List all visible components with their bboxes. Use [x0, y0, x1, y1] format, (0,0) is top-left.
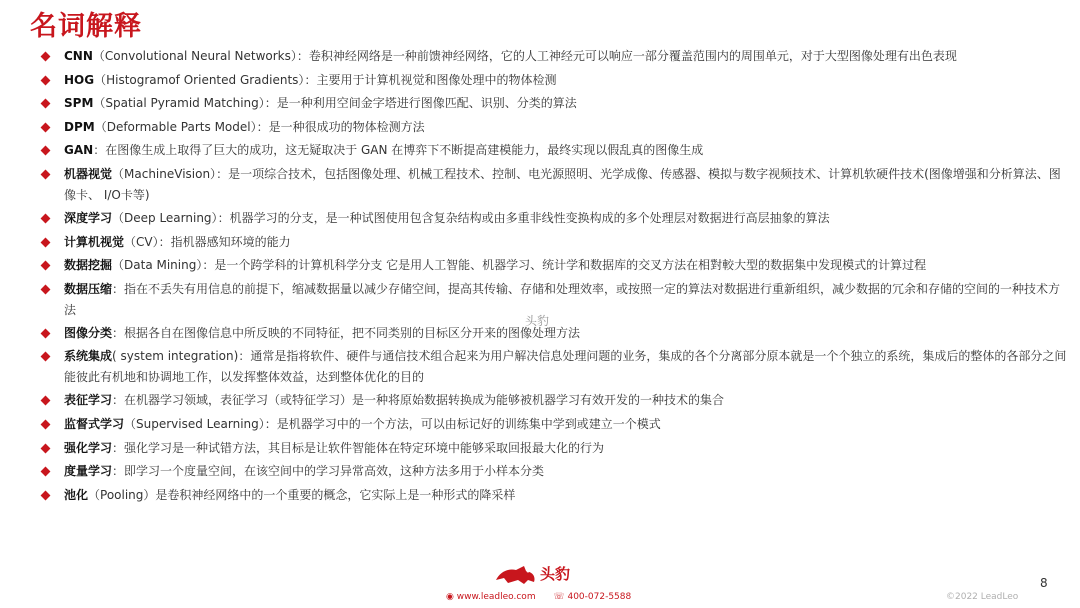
term-english: （MachineVision）	[112, 166, 217, 181]
term: HOG	[64, 72, 95, 87]
term: 池化	[64, 487, 89, 502]
term-description: ：是一个跨学科的计算机科学分支 它是用人工智能、机器学习、统计学和数据库的交叉方法在相對較大型的数据集中发现模式的计算过程	[202, 258, 927, 273]
list-item	[40, 139, 1070, 163]
diamond-bullet-icon	[41, 214, 51, 224]
term: 数据挖掘	[64, 258, 113, 273]
diamond-bullet-icon	[41, 122, 51, 132]
term-description: ：指机器感知环境的能力	[158, 234, 291, 249]
diamond-bullet-icon	[41, 419, 51, 429]
diamond-bullet-icon	[41, 170, 51, 180]
term-description: 是卷积神经网络中的一个重要的概念，它实际上是一种形式的降采样	[155, 487, 516, 502]
diamond-bullet-icon	[41, 99, 51, 109]
term: 度量学习	[64, 464, 113, 479]
term: 深度学习	[64, 210, 113, 225]
term-description: ：即学习一个度量空间，在该空间中的学习异常高效，这种方法多用于小样本分类	[112, 464, 545, 479]
list-item	[40, 484, 1070, 508]
term: 表征学习	[64, 393, 113, 408]
term-description: ：是一种很成功的物体检测方法	[256, 119, 425, 134]
list-item	[40, 163, 1070, 207]
logo-text: 头豹	[540, 565, 571, 583]
list-item	[40, 345, 1070, 389]
term-english: ( system integration)	[112, 349, 239, 364]
diamond-bullet-icon	[41, 261, 51, 271]
term-description: ：是机器学习中的一个方法，可以由标记好的训练集中学到或建立一个模式	[264, 416, 661, 431]
term: CNN	[64, 49, 93, 63]
term-description: ：根据各自在图像信息中所反映的不同特征，把不同类别的目标区分开来的图像处理方法	[112, 325, 581, 340]
list-item	[40, 116, 1070, 140]
copyright: ©2022 LeadLeo	[946, 592, 1019, 602]
diamond-bullet-icon	[41, 328, 51, 338]
globe-icon: ◉	[446, 592, 454, 602]
glossary-list	[40, 45, 1070, 507]
term: 强化学习	[64, 440, 113, 455]
phone-number: 400-072-5588	[567, 592, 632, 602]
diamond-bullet-icon	[41, 352, 51, 362]
phone-icon: ☏	[553, 592, 565, 602]
diamond-bullet-icon	[41, 52, 51, 62]
diamond-bullet-icon	[41, 443, 51, 453]
term-description: ：机器学习的分支，是一种试图使用包含复杂结构或由多重非线性变换构成的多个处理层对数据进行高层抽象的算法	[217, 210, 830, 225]
list-item	[40, 278, 1070, 322]
list-item	[40, 413, 1070, 437]
list-item	[40, 322, 1070, 346]
diamond-bullet-icon	[41, 146, 51, 156]
term-description: ：是一种利用空间金字塔进行图像匹配、识别、分类的算法	[264, 96, 577, 111]
list-item	[40, 460, 1070, 484]
term-english: （Deformable Parts Model）	[94, 119, 257, 134]
diamond-bullet-icon	[41, 467, 51, 477]
term-english: （Spatial Pyramid Matching）	[93, 96, 265, 111]
term-english: （Convolutional Neural Networks）	[92, 49, 297, 63]
term-description: ：在机器学习领域，表征学习（或特征学习）是一种将原始数据转换成为能够被机器学习有效开发的一种技术的集合	[112, 393, 725, 408]
diamond-bullet-icon	[41, 284, 51, 294]
term-description: ：在图像生成上取得了巨大的成功，这无疑取决于 GAN 在博弈下不断提高建模能力，最终实现以假乱真的图像生成	[93, 143, 704, 158]
diamond-bullet-icon	[41, 490, 51, 500]
term: GAN	[64, 143, 94, 158]
term-english: （Data Mining）	[112, 258, 203, 273]
term: SPM	[64, 96, 94, 111]
term-description: ：卷积神经网络是一种前馈神经网络，它的人工神经元可以响应一部分覆盖范围内的周围单元，对于大型图像处理有出色表现	[296, 49, 957, 63]
term: DPM	[64, 119, 95, 134]
term: 监督式学习	[64, 416, 125, 431]
list-item	[40, 254, 1070, 278]
term: 数据压缩	[64, 281, 113, 296]
term-english: （Supervised Learning）	[124, 416, 265, 431]
term-english: （Pooling）	[88, 487, 156, 502]
list-item	[40, 207, 1070, 231]
list-item	[40, 69, 1070, 93]
list-item	[40, 92, 1070, 116]
term-description: ：通常是指将软件、硬件与通信技术组合起来为用户解决信息处理问题的业务，集成的各个分离部分原本就是一个个独立的系统，集成后的整体的各部分之间能彼此有机地和协调地工作，以发挥整体效益，达到整体优化的目的	[64, 349, 1067, 385]
diamond-bullet-icon	[41, 75, 51, 85]
term-description: ：强化学习是一种试错方法，其目标是让软件智能体在特定环境中能够采取回报最大化的行为	[112, 440, 605, 455]
list-item	[40, 231, 1070, 255]
term-description: ：主要用于计算机视觉和图像处理中的物体检测	[304, 72, 557, 87]
term-description: ：是一项综合技术，包括图像处理、机械工程技术、控制、电光源照明、光学成像、传感器、模拟与数字视频技术、计算机软硬件技术(图像增强和分析算法、图像卡、 I/O卡等)	[64, 166, 1061, 202]
term: 系统集成	[64, 349, 113, 364]
diamond-bullet-icon	[41, 396, 51, 406]
term-english: （Deep Learning）	[112, 210, 218, 225]
list-item	[40, 389, 1070, 413]
website-link[interactable]: www.leadleo.com	[456, 592, 536, 602]
term-description: ：指在不丢失有用信息的前提下，缩减数据量以减少存储空间，提高其传输、存储和处理效率，或按照一定的算法对数据进行重新组织，减少数据的冗余和存储的空间的一种技术方法	[64, 281, 1061, 317]
footer-contact	[446, 592, 631, 602]
term: 图像分类	[64, 325, 113, 340]
page-number: 8	[1040, 576, 1048, 590]
term: 计算机视觉	[64, 234, 125, 249]
term: 机器视觉	[64, 166, 113, 181]
page-title: 名词解释	[30, 11, 142, 42]
list-item	[40, 437, 1070, 461]
term-english: （CV）	[124, 234, 159, 249]
term-english: （Histogramof Oriented Gradients）	[94, 72, 305, 87]
diamond-bullet-icon	[41, 237, 51, 247]
watermark: 头豹	[525, 314, 550, 328]
list-item	[40, 45, 1070, 69]
